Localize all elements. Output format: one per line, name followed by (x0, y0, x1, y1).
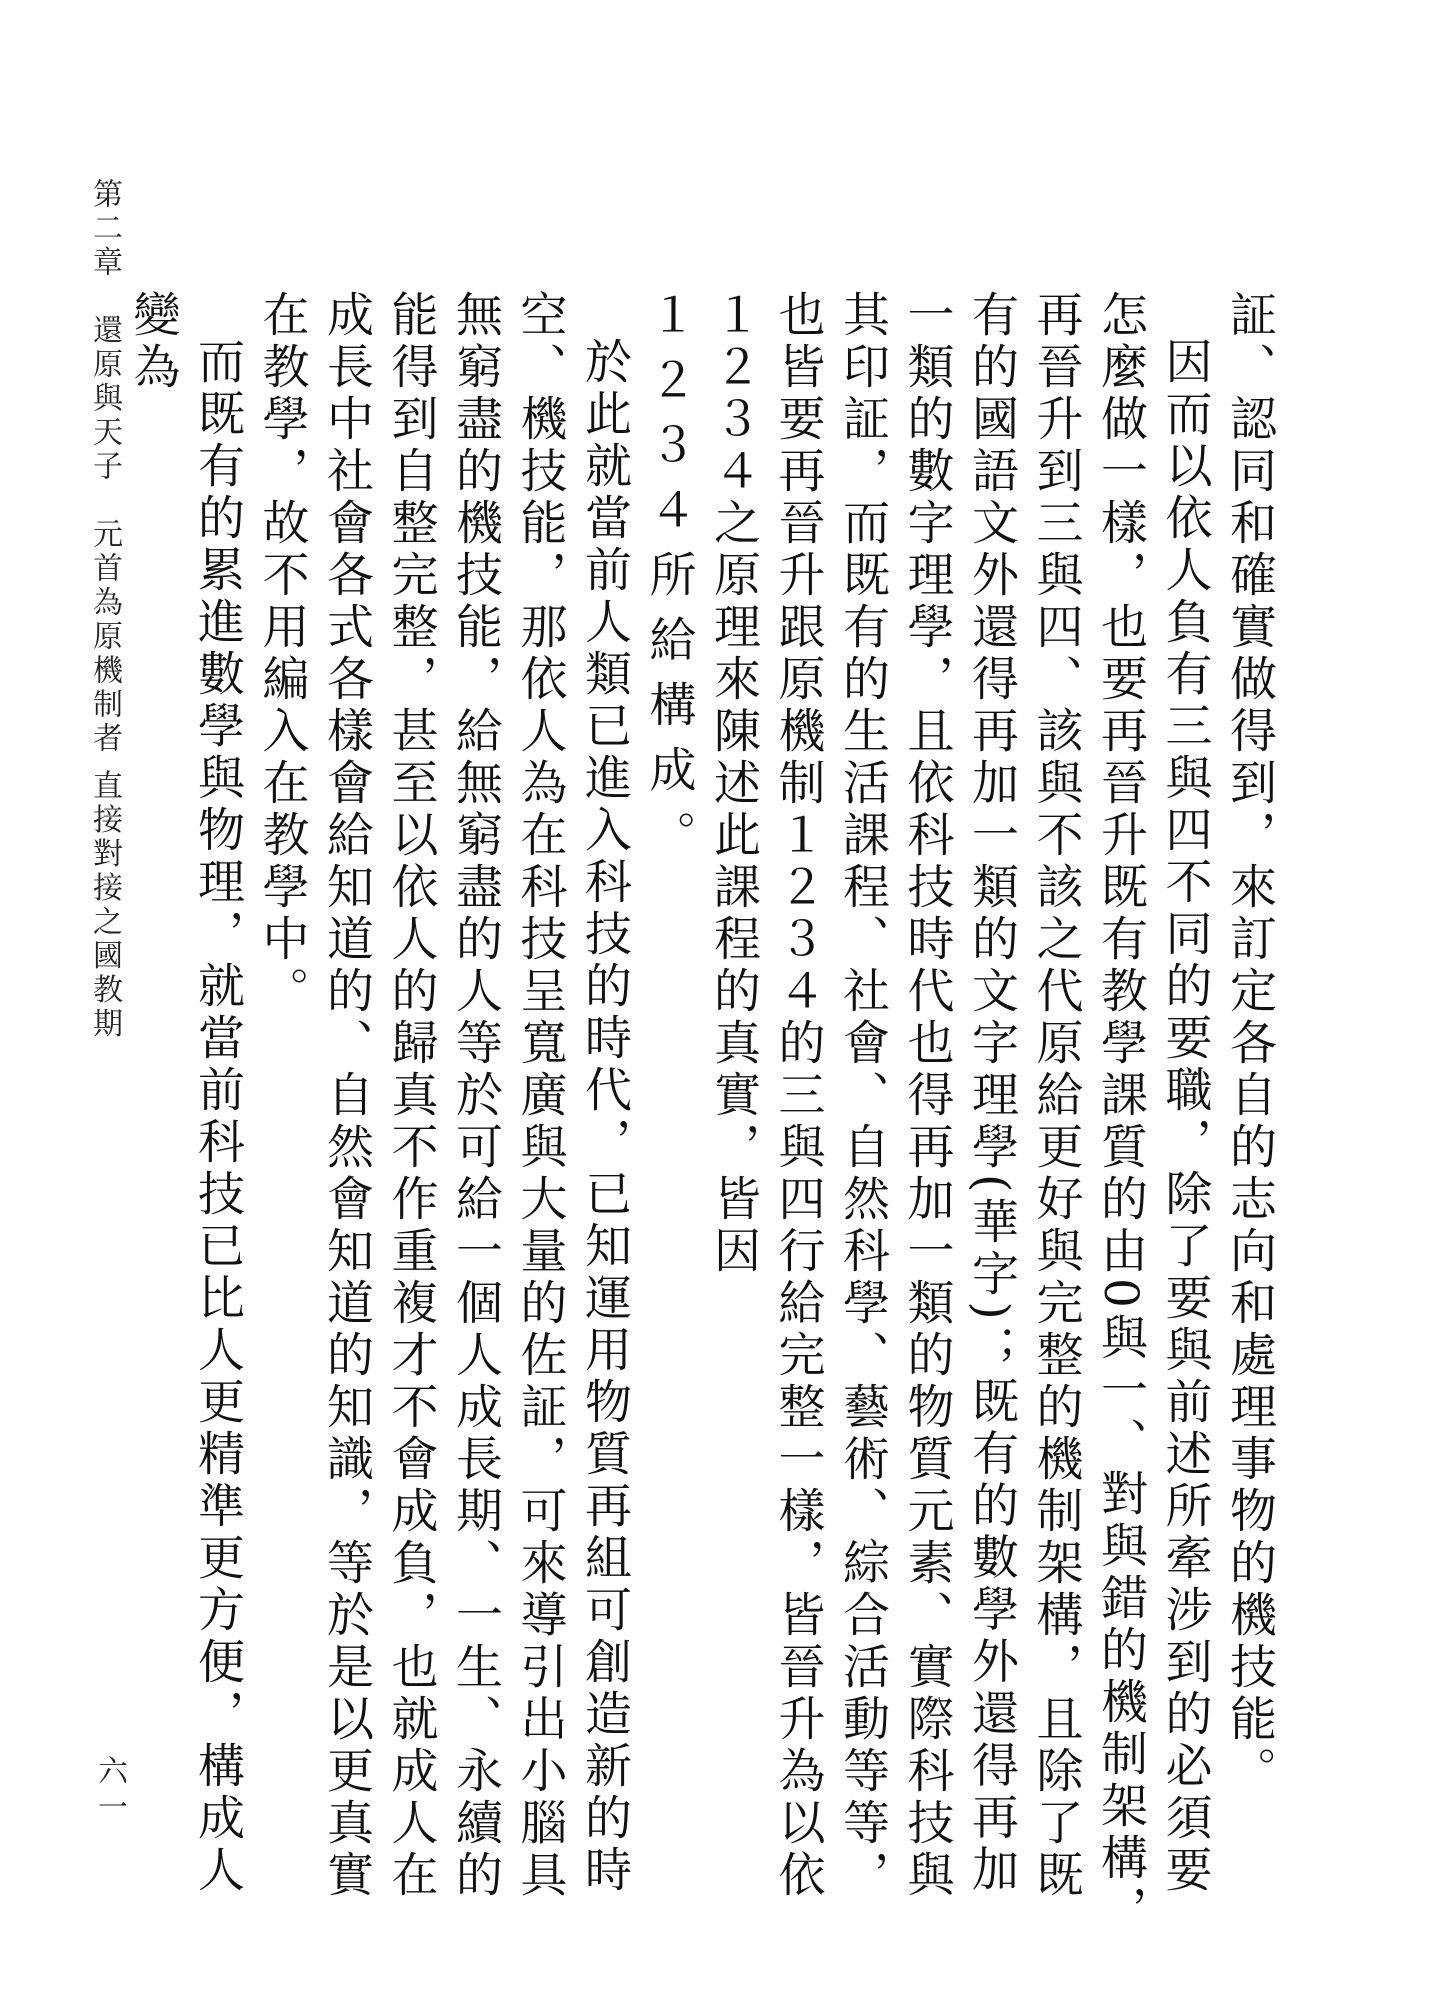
paragraph-continuation: １２３４所給構成。 (641, 290, 697, 875)
paragraph: 因而以依人負有三與四不同的要職，除了要與前述所牽涉到的必須要怎麼做一樣，也要再晉升既有教學課質的由0與一、對與錯的機制架構，再晉升到三與四、該與不該之代原給更好與完整的機制架構，且除了既有的國語文外還得再加一類的文字理學(華字)；既有的數學外還得再加一類的數字理學，且依科技時代也得再加一類的物質元素、實際科技與其印証，而既有的生活課程、社會、自然科學、藝術、綜合活動等等，也皆要再晉升跟原機制１２３４的三與四行給完整一樣，皆晉升為以依１２３４之原理來陳述此課程的真實，皆因 (706, 290, 1213, 1937)
body-text (120, 290, 1281, 1940)
page-number: 六一 (92, 1755, 127, 1827)
paragraph: 於此就當前人類已進入科技的時代，已知運用物質再組可創造新的時空、機技能，那依人為在科技呈寬廣與大量的佐証，可來導引出小腦具無窮盡的機技能，給無窮盡的人等於可給一個人成長期、一生、永續的能得到自整完整，甚至以依人的歸真不作重複才不會成負，也就成人在成長中社會各式各樣會給知道的、自然會知道的知識，等於是以更真實在教學，故不用編入在教學中。 (254, 290, 632, 1902)
paragraph: 而既有的累進數學與物理，就當前科技已比人更精準更方便，構成人變為 (125, 290, 245, 1897)
paragraph-continued: 証、認同和確實做得到，來訂定各自的志向和處理事物的機技能。 (1222, 290, 1277, 1798)
running-head: 第二章 還原與天子 元首為原機制者 直接對接之國教期 (87, 178, 122, 1042)
